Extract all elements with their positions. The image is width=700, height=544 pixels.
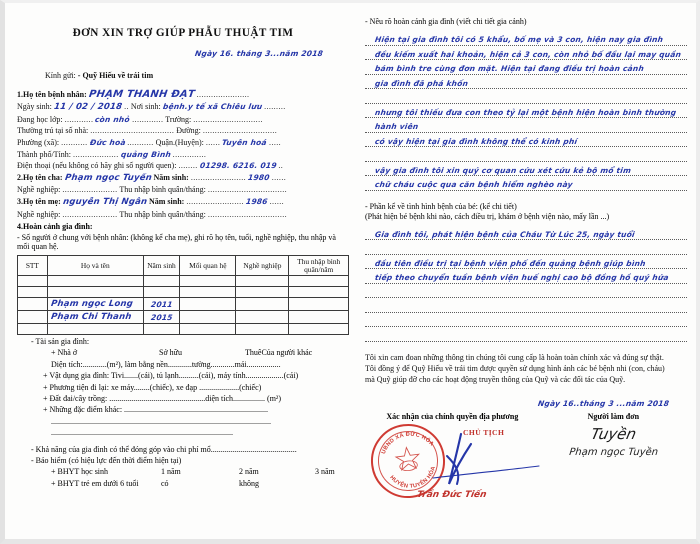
field-school-label: Trường: bbox=[165, 114, 192, 124]
circumstance-line[interactable] bbox=[365, 134, 687, 148]
field-ward[interactable]: Phường (xã): ........... Đức hoà ........... Quận.(Huyện): ...... Tuyên hoá ..... bbox=[17, 137, 282, 147]
cell-stt bbox=[18, 298, 48, 311]
cell-name bbox=[47, 276, 143, 287]
header-date-value: Ngày 16. tháng 3...năm 2018 bbox=[194, 49, 324, 58]
field-father-job-label: Nghề nghiệp: bbox=[17, 185, 61, 195]
insurance-student-opt-2year[interactable]: 2 năm bbox=[239, 467, 259, 477]
left-column bbox=[5, 3, 357, 544]
col-year: Năm sinh bbox=[143, 256, 179, 276]
field-birthplace-label: Nơi sinh: bbox=[130, 102, 161, 112]
circumstance-line[interactable] bbox=[365, 76, 687, 90]
illness-line[interactable] bbox=[365, 285, 687, 299]
applicant-label: Người làm đơn bbox=[587, 411, 640, 421]
col-name: Họ và tên bbox=[47, 256, 143, 276]
circumstance-line-text: Hiện tại gia đình tôi có 5 khẩu, bố mẹ và 3 con, hiện nay gia đình bbox=[374, 35, 664, 44]
addressee-value: - Quỹ Hiếu về trái tim bbox=[77, 71, 154, 80]
circumstance-line[interactable] bbox=[365, 32, 687, 46]
circumstance-line[interactable] bbox=[365, 119, 687, 133]
header-date bbox=[17, 49, 323, 58]
assets-land-line[interactable]: + Đất đai/cây trồng: ................................................diện tích................ (m²) bbox=[43, 393, 281, 403]
field-province-value: quảng Bình bbox=[119, 149, 172, 159]
field-address-label: Thường trú tại số nhà: bbox=[17, 126, 89, 136]
cell-relation bbox=[180, 287, 236, 298]
commitment-line-2: Tôi đồng ý để Quỹ Hiếu về trái tim được quyền sử dụng hình ảnh các bé bệnh nhi (con, cháu) bbox=[365, 363, 665, 373]
cell-job bbox=[236, 311, 289, 324]
field-phone-value: 01298. 6216. 019 bbox=[199, 161, 278, 171]
illness-line[interactable] bbox=[365, 241, 687, 255]
field-mother-job-label: Nghề nghiệp: bbox=[17, 209, 61, 219]
cell-job bbox=[236, 324, 289, 335]
field-mother-year-value: 1986 bbox=[245, 196, 269, 206]
cell-name bbox=[47, 324, 143, 335]
field-class-value: còn nhỏ bbox=[94, 114, 131, 124]
insurance-child-opt-yes[interactable]: có bbox=[161, 478, 169, 488]
illness-line-text: Gia đình tôi, phát hiện bệnh của Cháu Từ Lúc 25, ngày tuổi bbox=[374, 229, 636, 239]
circumstance-line[interactable] bbox=[365, 105, 687, 119]
addressee-label: Kính gửi: bbox=[45, 71, 76, 80]
cell-relation bbox=[180, 276, 236, 287]
assets-heading: - Tài sản gia đình: bbox=[31, 337, 90, 347]
cell-year bbox=[143, 287, 179, 298]
illness-heading: - Phần kể về tình hình bệnh của bé: (kể chi tiết) bbox=[365, 201, 517, 211]
field-mother-label: 3.Họ tên mẹ: bbox=[17, 196, 61, 206]
field-class[interactable]: Đang học lớp: ............ còn nhỏ ............. Trường: ............................. bbox=[17, 114, 263, 124]
field-father-name[interactable]: 2.Họ tên cha: Phạm ngọc Tuyền Năm sinh: ....................... 1980 ...... bbox=[17, 172, 287, 183]
stamp-text-bottom-el: HUYỆN TUYÊN HÓA bbox=[388, 465, 437, 490]
cell-stt bbox=[18, 287, 48, 298]
cell-income bbox=[289, 298, 349, 311]
col-job: Nghề nghiệp bbox=[236, 256, 289, 276]
insurance-student-row bbox=[17, 467, 349, 476]
cell-year bbox=[143, 276, 179, 287]
cell-stt bbox=[18, 311, 48, 324]
assets-house-rent[interactable]: Thuê bbox=[245, 348, 262, 358]
assets-items-line[interactable]: + Vật dụng gia đình: Tivi.......(cái), tủ lạnh..........(cái), máy tính...................(cái) bbox=[43, 371, 299, 381]
field-mother-value: nguyễn Thị Ngân bbox=[62, 196, 148, 207]
cell-year bbox=[143, 324, 179, 335]
circumstance-line-text: gia đình đã phá khốn bbox=[374, 78, 469, 88]
field-father-year-value: 1980 bbox=[247, 172, 271, 182]
circumstance-line-text: chữ cháu cuộc qua căn bệnh hiểm nghèo này bbox=[374, 180, 574, 189]
addressee bbox=[45, 71, 349, 80]
field-mother-income-label: Thu nhập bình quân/tháng: bbox=[119, 209, 206, 219]
assets-other-line[interactable]: + Những đặc điểm khác: ........................................................................ bbox=[43, 405, 269, 415]
contribution-line[interactable]: - Khả năng của gia đình có thể đóng góp vào chi phí mổ........................................... bbox=[31, 444, 297, 454]
field-father-year-label: Năm sinh: bbox=[153, 172, 189, 182]
circumstance-line[interactable] bbox=[365, 148, 687, 162]
illness-subheading: (Phát hiện bé bệnh khi nào, cách điều trị, khám ở bệnh viện nào, mấy lần ...) bbox=[365, 211, 610, 221]
local-authority-label: Xác nhận của chính quyền địa phương bbox=[386, 411, 519, 421]
circumstance-line-text: vậy gia đình tôi xin quý cơ quan cứu xét cứu kẻ bộ mổ tim bbox=[374, 165, 632, 175]
cell-name: Phạm Chi Thanh bbox=[50, 312, 132, 323]
illness-line[interactable] bbox=[365, 256, 687, 270]
family-section-heading: 4.Hoàn cảnh gia đình: bbox=[17, 221, 93, 231]
field-ward-value: Đức hoà bbox=[88, 137, 126, 147]
assets-house-label: + Nhà ở bbox=[51, 348, 78, 358]
col-relation: Mối quan hệ bbox=[180, 256, 236, 276]
col-stt: STT bbox=[18, 256, 48, 276]
field-mother-job[interactable]: Nghề nghiệp: ....................... Thu nhập bình quân/tháng: ................................. bbox=[17, 209, 288, 219]
cell-stt bbox=[18, 276, 48, 287]
page-title: ĐƠN XIN TRỢ GIÚP PHẪU THUẬT TIM bbox=[72, 27, 294, 39]
field-phone[interactable]: Điện thoại (nếu không có hãy ghi số người quen): ........ 01298. 6216. 019 .. bbox=[17, 161, 284, 171]
commitment-line-1: Tôi xin cam đoan những thông tin chúng tôi cung cấp là hoàn toàn chính xác và đúng sự thật. bbox=[365, 352, 664, 362]
signature-row bbox=[365, 411, 687, 500]
field-patient-name-label: 1.Họ tên bệnh nhân: bbox=[17, 89, 87, 99]
field-province-label: Thành phố/Tỉnh: bbox=[17, 149, 71, 159]
chairman-signature-name: Trần Đức Tiến bbox=[416, 489, 488, 500]
cell-year: 2015 bbox=[149, 312, 173, 322]
cell-income bbox=[289, 287, 349, 298]
assets-other-dots-2[interactable]: ........................................................................................... bbox=[51, 428, 233, 438]
assets-area-line[interactable]: Diện tích:............(m²), làm bằng nền............tường............mái................. bbox=[51, 359, 281, 369]
illness-line-text: đầu tiên điều trị tại bệnh viện phố đến quảng bệnh giúp bình bbox=[374, 258, 647, 268]
illness-line[interactable] bbox=[365, 299, 687, 313]
cell-job bbox=[236, 276, 289, 287]
assets-house-other[interactable]: Của người khác bbox=[261, 348, 313, 358]
table-row[interactable] bbox=[18, 298, 349, 311]
field-dob-label: Ngày sinh: bbox=[17, 102, 52, 112]
cell-relation bbox=[180, 311, 236, 324]
illness-line-text: tiếp theo chuyển tuần bệnh viện huế nghị cao bộ đồng hồ quý hứa bbox=[374, 273, 670, 282]
col-income: Thu nhập bình quân/năm bbox=[289, 256, 349, 276]
cell-relation bbox=[180, 298, 236, 311]
field-patient-name-value: PHẠM THÀNH ĐẠT bbox=[88, 88, 196, 100]
circumstance-line-text: đều kiếm xuất hai khoản, hiện cả 3 con, còn nhỏ bố đầu lại may quần bbox=[374, 49, 682, 59]
emblem-icon bbox=[390, 443, 426, 479]
table-row[interactable] bbox=[18, 311, 349, 324]
table-row[interactable] bbox=[18, 287, 349, 298]
field-phone-label: Điện thoại (nếu không có hãy ghi số người quen): bbox=[17, 161, 177, 171]
circumstance-line[interactable] bbox=[365, 47, 687, 61]
local-authority-block bbox=[365, 411, 540, 500]
signature-date-value: Ngày 16..tháng 3 ...năm 2018 bbox=[537, 398, 670, 408]
field-street-label: Đường: bbox=[176, 126, 201, 136]
table-header-row bbox=[18, 256, 349, 276]
signature-date bbox=[365, 399, 669, 408]
table-row[interactable] bbox=[18, 276, 349, 287]
insurance-child-row bbox=[17, 479, 349, 488]
assets-other-dots-1[interactable]: .............................................................................................................. bbox=[51, 416, 271, 426]
insurance-student-opt-1year[interactable]: 1 năm bbox=[161, 467, 181, 477]
chairman-ink-signature-icon bbox=[427, 426, 545, 496]
table-row[interactable] bbox=[18, 324, 349, 335]
field-patient-name[interactable]: 1.Họ tên bệnh nhân: PHẠM THÀNH ĐẠT ...................... bbox=[17, 88, 250, 100]
circumstance-line[interactable] bbox=[365, 163, 687, 177]
commitment-line-3: mà Quỹ giúp đỡ cho các hoạt động truyền thông của Quỹ và các đối tác của Quỹ. bbox=[365, 374, 626, 384]
field-father-job[interactable]: Nghề nghiệp: ....................... Thu nhập bình quân/tháng: ................................. bbox=[17, 185, 288, 195]
circumstance-line-text: hành viên bbox=[374, 122, 420, 131]
assets-vehicle-line[interactable]: + Phương tiện đi lại: xe máy........(chiếc), xe đạp ....................(chiếc) bbox=[43, 382, 262, 392]
applicant-scribble: Tuyền bbox=[589, 424, 638, 443]
circumstance-line[interactable] bbox=[365, 61, 687, 75]
field-ward-label: Phường (xã): bbox=[17, 137, 60, 147]
field-address[interactable]: Thường trú tại số nhà: ................................... Đường: ............................... bbox=[17, 126, 278, 136]
cell-job bbox=[236, 287, 289, 298]
circumstance-line[interactable] bbox=[365, 177, 687, 191]
cell-income bbox=[289, 324, 349, 335]
cell-income bbox=[289, 276, 349, 287]
illness-line[interactable] bbox=[365, 328, 687, 342]
circumstance-line-text: có vậy hiện tại gia đình không thể có kinh phí bbox=[374, 136, 578, 146]
field-district-value: Tuyên hoá bbox=[221, 137, 268, 147]
cell-job bbox=[236, 298, 289, 311]
applicant-block bbox=[540, 412, 687, 458]
field-dob-value: 11 / 02 / 2018 bbox=[53, 102, 123, 113]
field-class-label: Đang học lớp: bbox=[17, 114, 63, 124]
applicant-signature-name: Phạm ngọc Tuyền bbox=[568, 446, 659, 458]
assets-house-own[interactable]: Sở hữu bbox=[159, 348, 183, 358]
field-father-value: Phạm ngọc Tuyền bbox=[63, 172, 153, 183]
assets-house-row bbox=[17, 348, 349, 357]
circumstance-line[interactable] bbox=[365, 90, 687, 104]
right-column bbox=[357, 3, 700, 544]
circumstance-line-text: bám bình tre cùng đơn mặt. Hiện tại đang điều trị hoàn cảnh bbox=[374, 64, 645, 73]
field-father-label: 2.Họ tên cha: bbox=[17, 172, 63, 182]
cell-year: 2011 bbox=[149, 299, 173, 309]
circumstance-heading: - Nêu rõ hoàn cảnh gia đình (viết chi tiết gia cảnh) bbox=[365, 17, 527, 26]
illness-line[interactable] bbox=[365, 314, 687, 328]
commitment-block bbox=[365, 352, 687, 385]
cell-relation bbox=[180, 324, 236, 335]
cell-stt bbox=[18, 324, 48, 335]
field-father-income-label: Thu nhập bình quân/tháng: bbox=[119, 185, 206, 195]
field-patient-dob[interactable]: Ngày sinh: 11 / 02 / 2018 .. Nơi sinh: bệnh.y tế xã Chiêu lưu ......... bbox=[17, 102, 286, 113]
field-province[interactable]: Thành phố/Tỉnh: ................... quảng Bình .............. bbox=[17, 149, 207, 159]
insurance-student-label: + BHYT học sinh bbox=[51, 467, 109, 477]
insurance-child-label: + BHYT trẻ em dưới 6 tuổi bbox=[51, 478, 139, 488]
field-district-label: Quận.(Huyện): bbox=[155, 137, 204, 147]
insurance-heading: - Bảo hiểm (có hiệu lực đến thời điểm hiện tại) bbox=[31, 455, 182, 465]
circumstance-line-text: nhưng tôi thiếu đưa con theo tỷ lại một bệnh hiện hoàn bình thường bbox=[374, 107, 677, 117]
illness-line[interactable] bbox=[365, 227, 687, 241]
family-table bbox=[17, 255, 349, 335]
cell-name bbox=[47, 287, 143, 298]
insurance-child-opt-no[interactable]: không bbox=[239, 478, 259, 488]
insurance-student-opt-3year[interactable]: 3 năm bbox=[315, 467, 335, 477]
field-mother-name[interactable]: 3.Họ tên mẹ: nguyễn Thị Ngân Năm sinh: ........................ 1986 ...... bbox=[17, 196, 285, 207]
cell-income bbox=[289, 311, 349, 324]
illness-line[interactable] bbox=[365, 270, 687, 284]
field-mother-year-label: Năm sinh: bbox=[148, 196, 185, 206]
stamp-text-top-el: UBND XÃ ĐỨC HÓA bbox=[380, 431, 435, 455]
cell-name: Phạm ngọc Long bbox=[50, 299, 134, 310]
chairman-label: CHỦ TỊCH bbox=[463, 427, 505, 437]
field-birthplace-value: bệnh.y tế xã Chiêu lưu bbox=[162, 102, 263, 112]
family-section-note: - Số người ở chung với bệnh nhân: (không kể cha mẹ), ghi rõ họ tên, tuổi, nghề nghiệp, thu nhập và mối quan hệ. bbox=[17, 232, 336, 252]
